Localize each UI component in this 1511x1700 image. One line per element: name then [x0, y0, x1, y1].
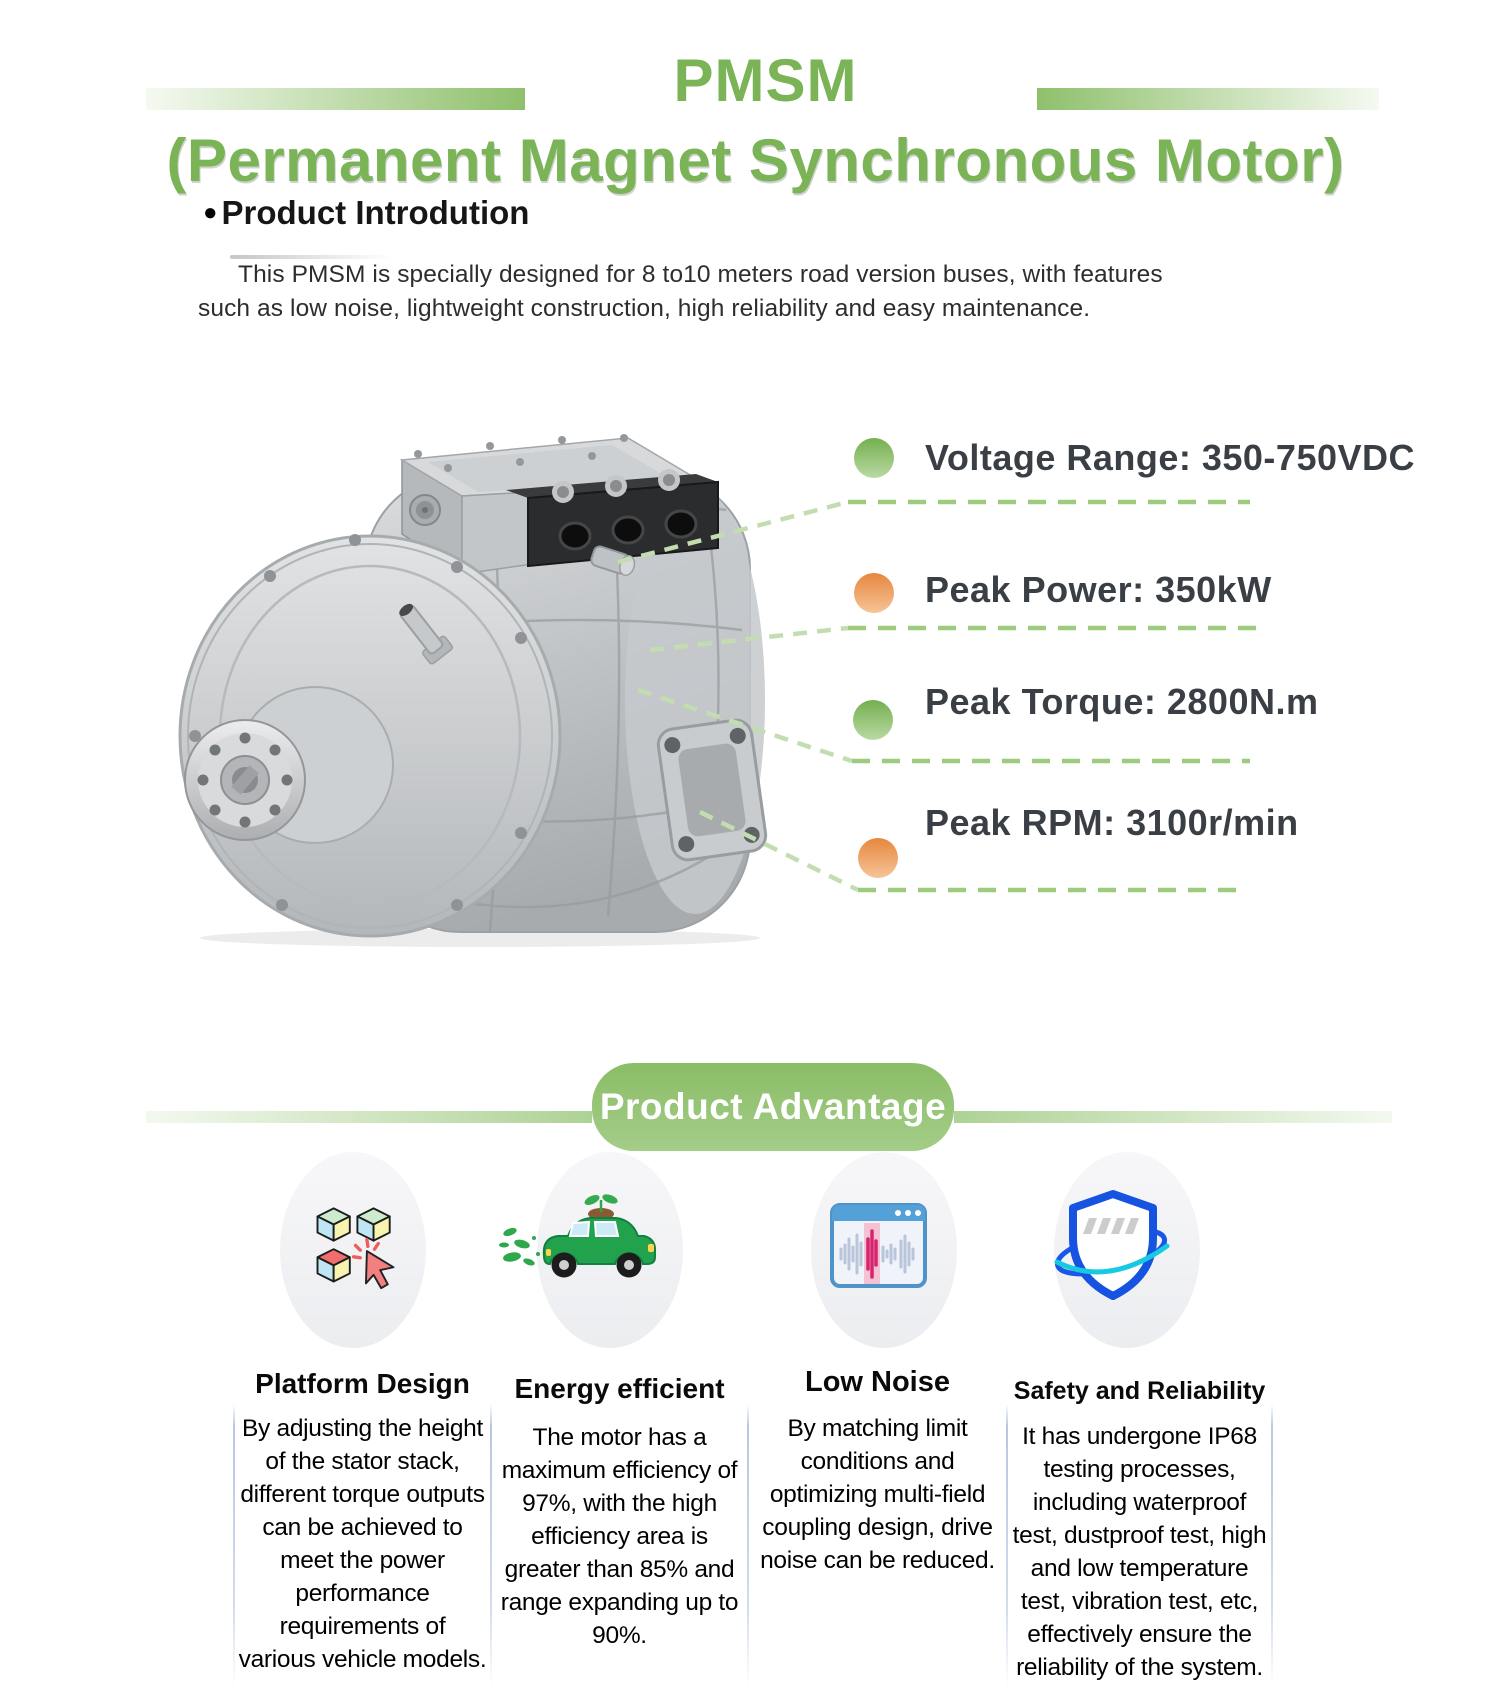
- advantage-title-safety-reliability: Safety and Reliability: [1013, 1377, 1266, 1405]
- spec-dot-voltage: [854, 438, 894, 478]
- low-noise-icon: [830, 1203, 927, 1288]
- page-subtitle: (Permanent Magnet Synchronous Motor): [166, 127, 1345, 194]
- advantage-title-low-noise: Low Noise: [804, 1366, 950, 1398]
- advantage-banner: Product Advantage: [592, 1063, 954, 1151]
- spec-dot-peak-torque: [853, 700, 893, 740]
- bullet-icon: ●: [203, 199, 218, 226]
- intro-heading-label: Product Introdution: [221, 194, 530, 231]
- spec-voltage-range: Voltage Range: 350-750VDC: [925, 437, 1415, 478]
- column-separator: [1271, 1404, 1273, 1688]
- advantage-title-energy-efficient: Energy efficient: [514, 1373, 725, 1404]
- advantage-text-energy-efficient: The motor has a maximum efficiency of 97%, with the high efficiency area is greater than 85% and range expanding up to 90%.: [500, 1424, 739, 1649]
- title-accent-bar-left: [146, 88, 525, 110]
- intro-paragraph: This PMSM is specially designed for 8 to10 meters road version buses, with features such as low noise, lightweight construction, high reliability and easy maintenance.: [198, 261, 1163, 322]
- spec-dot-peak-rpm: [858, 838, 898, 878]
- advantage-title-platform-design: Platform Design: [255, 1368, 470, 1399]
- advantage-text-safety-reliability: It has undergone IP68 testing processes, including waterproof test, dustproof test, high and low temperature test, vibration test, etc, effectively ensure the reliability of the system.: [1012, 1423, 1267, 1681]
- spec-peak-power: Peak Power: 350kW: [925, 569, 1272, 610]
- column-separator: [490, 1404, 492, 1688]
- advantage-text-platform-design: By adjusting the height of the stator stack, different torque outputs can be achieved to meet the power performance requirements of various vehicle models.: [238, 1415, 487, 1673]
- column-separator: [1006, 1404, 1008, 1688]
- page-title: PMSM: [673, 47, 858, 114]
- spec-dot-peak-power: [854, 573, 894, 613]
- motor-product-image: [150, 388, 810, 948]
- advantage-divider-right: [954, 1111, 1392, 1123]
- column-separator: [747, 1404, 749, 1688]
- spec-peak-torque: Peak Torque: 2800N.m: [925, 681, 1319, 722]
- spec-peak-rpm: Peak RPM: 3100r/min: [925, 802, 1299, 843]
- safety-reliability-icon: [1053, 1186, 1173, 1304]
- title-accent-bar-right: [1037, 88, 1379, 110]
- intro-heading: [203, 194, 529, 232]
- advantage-text-low-noise: By matching limit conditions and optimizing multi-field coupling design, drive noise can be reduced.: [760, 1415, 995, 1574]
- advantage-divider-left: [146, 1111, 592, 1123]
- energy-efficient-icon: [498, 1194, 658, 1286]
- column-separator: [233, 1404, 235, 1688]
- platform-design-icon: [308, 1196, 403, 1291]
